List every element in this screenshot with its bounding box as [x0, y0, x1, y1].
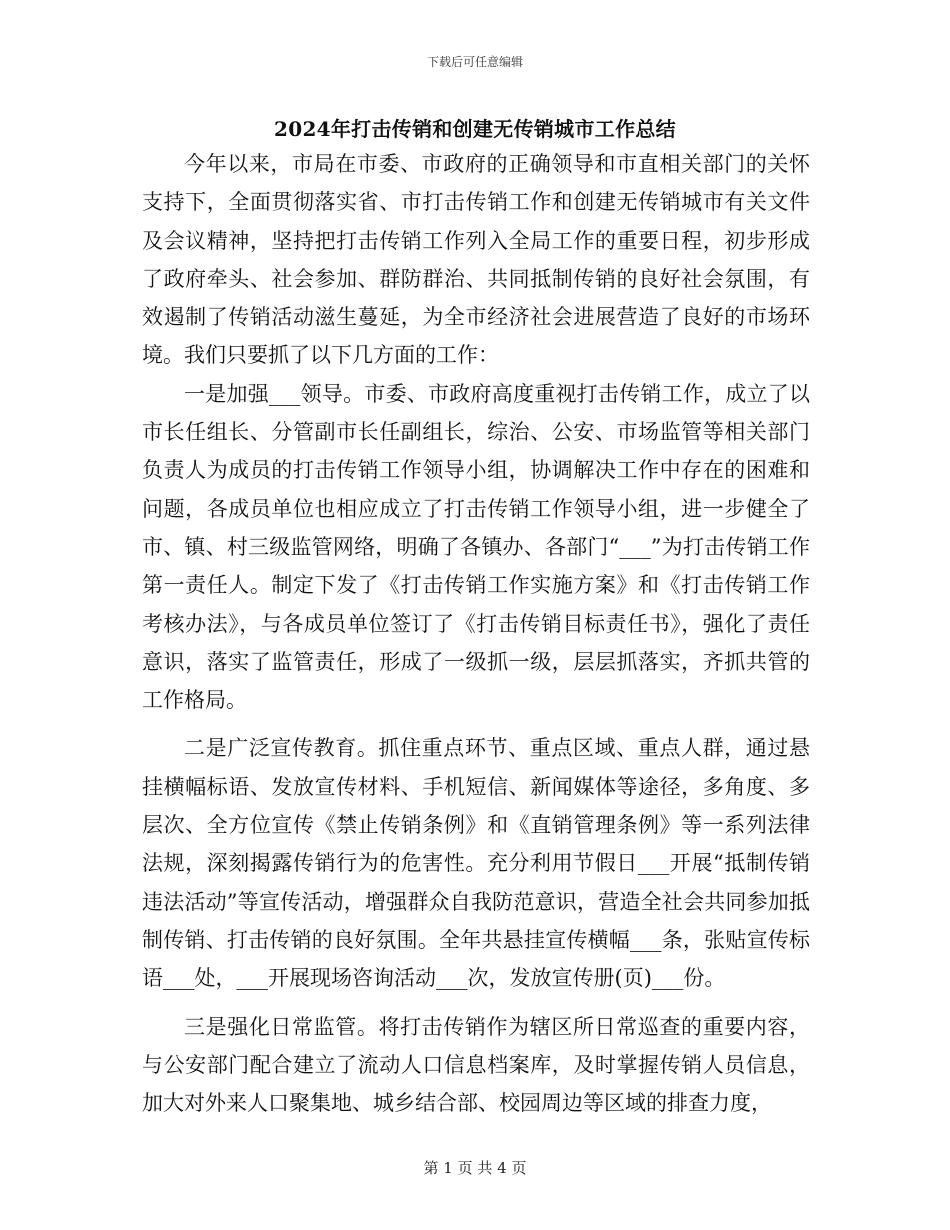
paragraph-leadership: 一是加强___领导。市委、市政府高度重视打击传销工作，成立了以市长任组长、分管副市长任副组长，综治、公安、市场监管等相关部门负责人为成员的打击传销工作领导小组，协调解决工作中存在的困难和问题，各成员单位也相应成立了打击传销工作领导小组，进一步健全了市、镇、村三级监管网络，明确了各镇办、各部门“___”为打击传销工作第一责任人。制定下发了《打击传销工作实施方案》和《打击传销工作考核办法》，与各成员单位签订了《打击传销目标责任书》，强化了责任意识，落实了监管责任，形成了一级抓一级，层层抓落实，齐抓共管的工作格局。 — [142, 381, 810, 713]
paragraph-intro: 今年以来，市局在市委、市政府的正确领导和市直相关部门的关怀支持下，全面贯彻落实省、市打击传销工作和创建无传销城市有关文件及会议精神，坚持把打击传销工作列入全局工作的重要日程，初步形成了政府牵头、社会参加、群防群治、共同抵制传销的良好社会氛围，有效遏制了传销活动滋生蔓延，为全市经济社会进展营造了良好的市场环境。我们只要抓了以下几方面的工作： — [142, 152, 810, 368]
paragraph-supervision: 三是强化日常监管。将打击传销作为辖区所日常巡查的重要内容，与公安部门配合建立了流动人口信息档案库，及时掌握传销人员信息，加大对外来人口聚集地、城乡结合部、校园周边等区域的排查力度， — [142, 1014, 810, 1116]
download-note: 下载后可任意编辑 — [426, 55, 523, 69]
paragraph-publicity: 二是广泛宣传教育。抓住重点环节、重点区域、重点人群，通过悬挂横幅标语、发放宣传材料、手机短信、新闻媒体等途径，多角度、多层次、全方位宣传《禁止传销条例》和《直销管理条例》等一系列法律法规，深刻揭露传销行为的危害性。充分利用节假日___开展“抵制传销违法活动”等宣传活动，增强群众自我防范意识，营造全社会共同参加抵制传销、打击传销的良好氛围。全年共悬挂宣传横幅___条，张贴宣传标语___处，___开展现场咨询活动___次，发放宣传册(页)___份。 — [142, 736, 810, 991]
document-body — [142, 145, 810, 1122]
page-number: 第 1 页 共 4 页 — [423, 1159, 527, 1177]
document-title: 2024年打击传销和创建无传销城市工作总结 — [274, 117, 676, 141]
